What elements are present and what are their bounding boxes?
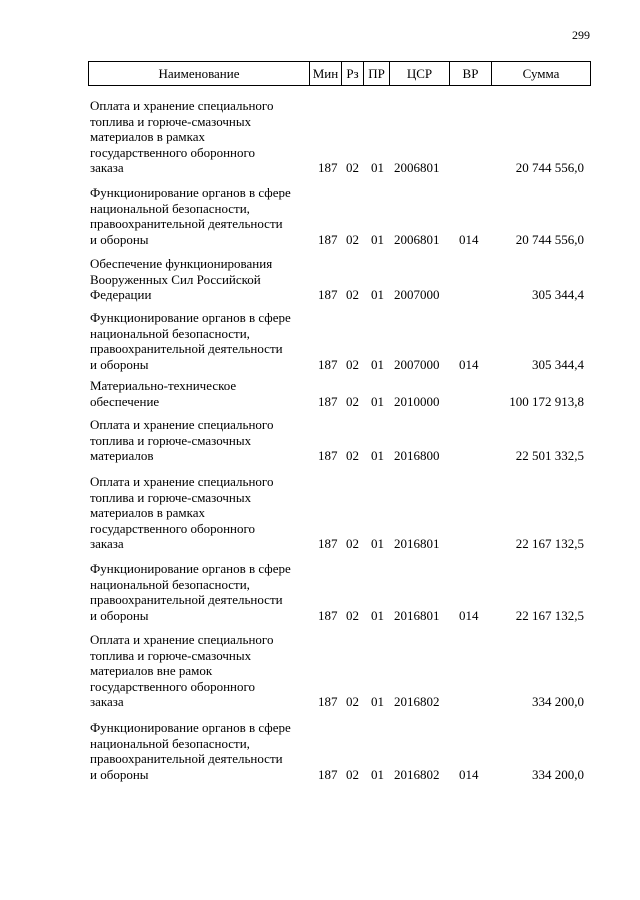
row-name-line: государственного оборонного xyxy=(90,144,255,160)
row-name-line: национальной безопасности, xyxy=(90,325,250,341)
row-pr: 01 xyxy=(371,694,384,709)
row-name-line: обеспечение xyxy=(90,393,160,409)
row-name-line: правоохранительной деятельности xyxy=(90,592,283,607)
row-min: 187 xyxy=(318,393,338,409)
row-name-line: топлива и горюче-смазочных xyxy=(90,432,252,448)
row-min: 187 xyxy=(318,287,338,302)
row-rz: 02 xyxy=(346,356,359,372)
row-sum: 334 200,0 xyxy=(532,766,584,782)
row-pr: 01 xyxy=(371,356,384,372)
row-name-line: материалов в рамках xyxy=(90,505,206,520)
row-sum: 20 744 556,0 xyxy=(515,160,584,175)
row-csr: 2006801 xyxy=(394,160,440,175)
row-name-line: заказа xyxy=(90,160,124,175)
row-name-line: Вооруженных Сил Российской xyxy=(90,271,261,287)
row-name-line: Оплата и хранение специального xyxy=(90,417,274,432)
row-pr: 01 xyxy=(371,160,384,175)
row-pr: 01 xyxy=(371,766,384,782)
row-name-line: Обеспечение функционирования xyxy=(90,256,273,271)
row-name-line: Функционирование органов в сфере xyxy=(90,185,291,200)
row-vr: 014 xyxy=(459,231,479,247)
row-name-line: материалов вне рамок xyxy=(90,663,213,678)
row-name-line: заказа xyxy=(90,536,124,551)
row-name-line: материалов в рамках xyxy=(90,129,206,144)
row-min: 187 xyxy=(318,607,338,623)
row-name-line: заказа xyxy=(90,694,124,709)
row-csr: 2007000 xyxy=(394,287,440,302)
row-vr: 014 xyxy=(459,607,479,623)
row-min: 187 xyxy=(318,160,338,175)
row-csr: 2016802 xyxy=(394,694,440,709)
row-sum: 305 344,4 xyxy=(532,287,584,302)
row-rz: 02 xyxy=(346,160,359,175)
row-min: 187 xyxy=(318,356,338,372)
row-sum: 100 172 913,8 xyxy=(509,393,584,409)
row-name-line: правоохранительной деятельности xyxy=(90,751,283,766)
row-rz: 02 xyxy=(346,766,359,782)
row-vr: 014 xyxy=(459,356,479,372)
row-name-line: Оплата и хранение специального xyxy=(90,474,274,489)
row-min: 187 xyxy=(318,766,338,782)
row-name xyxy=(90,256,315,303)
row-name xyxy=(90,417,315,464)
row-name xyxy=(90,378,315,409)
row-rz: 02 xyxy=(346,393,359,409)
row-csr: 2007000 xyxy=(394,356,440,372)
row-name xyxy=(90,310,315,372)
column-header-name: Наименование xyxy=(158,65,240,81)
row-name-line: топлива и горюче-смазочных xyxy=(90,647,252,663)
row-sum: 20 744 556,0 xyxy=(515,231,584,247)
row-name-line: правоохранительной деятельности xyxy=(90,341,283,356)
row-csr: 2010000 xyxy=(394,393,440,409)
row-name-line: правоохранительной деятельности xyxy=(90,216,283,231)
row-min: 187 xyxy=(318,694,338,709)
row-sum: 305 344,4 xyxy=(532,356,584,372)
row-csr: 2016800 xyxy=(394,448,440,463)
page-number: 299 xyxy=(572,28,590,42)
column-header-vr: ВР xyxy=(449,62,491,85)
row-rz: 02 xyxy=(346,231,359,247)
row-name xyxy=(90,185,315,247)
row-name-line: государственного оборонного xyxy=(90,520,255,536)
row-name-line: и обороны xyxy=(90,231,149,247)
row-name-line: государственного оборонного xyxy=(90,678,255,694)
row-rz: 02 xyxy=(346,536,359,551)
row-csr: 2016802 xyxy=(394,766,440,782)
row-csr: 2016801 xyxy=(394,536,440,551)
row-sum: 22 167 132,5 xyxy=(515,536,584,551)
row-name xyxy=(90,98,315,176)
row-sum: 334 200,0 xyxy=(532,694,584,709)
row-name xyxy=(90,474,315,552)
column-header-min: Мин xyxy=(309,62,341,85)
row-csr: 2016801 xyxy=(394,607,440,623)
row-rz: 02 xyxy=(346,448,359,463)
row-rz: 02 xyxy=(346,287,359,302)
row-csr: 2006801 xyxy=(394,231,440,247)
row-name-line: национальной безопасности, xyxy=(90,576,250,592)
row-name-line: Материально-техническое xyxy=(90,378,237,393)
row-name-line: национальной безопасности, xyxy=(90,735,250,751)
row-pr: 01 xyxy=(371,231,384,247)
column-header-pr: ПР xyxy=(363,62,389,85)
row-name-line: Функционирование органов в сфере xyxy=(90,561,291,576)
row-name-line: топлива и горюче-смазочных xyxy=(90,489,252,505)
row-name-line: и обороны xyxy=(90,766,149,782)
row-vr: 014 xyxy=(459,766,479,782)
row-name-line: Федерации xyxy=(90,287,152,302)
row-sum: 22 167 132,5 xyxy=(515,607,584,623)
row-min: 187 xyxy=(318,448,338,463)
row-rz: 02 xyxy=(346,607,359,623)
row-name-line: Функционирование органов в сфере xyxy=(90,310,291,325)
row-name xyxy=(90,720,315,782)
row-name-line: материалов xyxy=(90,448,154,463)
row-rz: 02 xyxy=(346,694,359,709)
row-name xyxy=(90,632,315,710)
column-header-sum: Сумма xyxy=(491,62,590,85)
row-name-line: Функционирование органов в сфере xyxy=(90,720,291,735)
row-pr: 01 xyxy=(371,393,384,409)
row-pr: 01 xyxy=(371,607,384,623)
row-pr: 01 xyxy=(371,448,384,463)
row-name-line: и обороны xyxy=(90,356,149,372)
row-name-line: национальной безопасности, xyxy=(90,200,250,216)
row-name xyxy=(90,561,315,623)
row-name-line: топлива и горюче-смазочных xyxy=(90,113,252,129)
column-header-csr: ЦСР xyxy=(389,62,449,85)
row-name-line: и обороны xyxy=(90,607,149,623)
row-name-line: Оплата и хранение специального xyxy=(90,632,274,647)
row-min: 187 xyxy=(318,231,338,247)
row-min: 187 xyxy=(318,536,338,551)
column-header-rz: Рз xyxy=(341,62,363,85)
row-pr: 01 xyxy=(371,287,384,302)
row-name-line: Оплата и хранение специального xyxy=(90,98,274,113)
row-pr: 01 xyxy=(371,536,384,551)
row-sum: 22 501 332,5 xyxy=(515,448,584,463)
